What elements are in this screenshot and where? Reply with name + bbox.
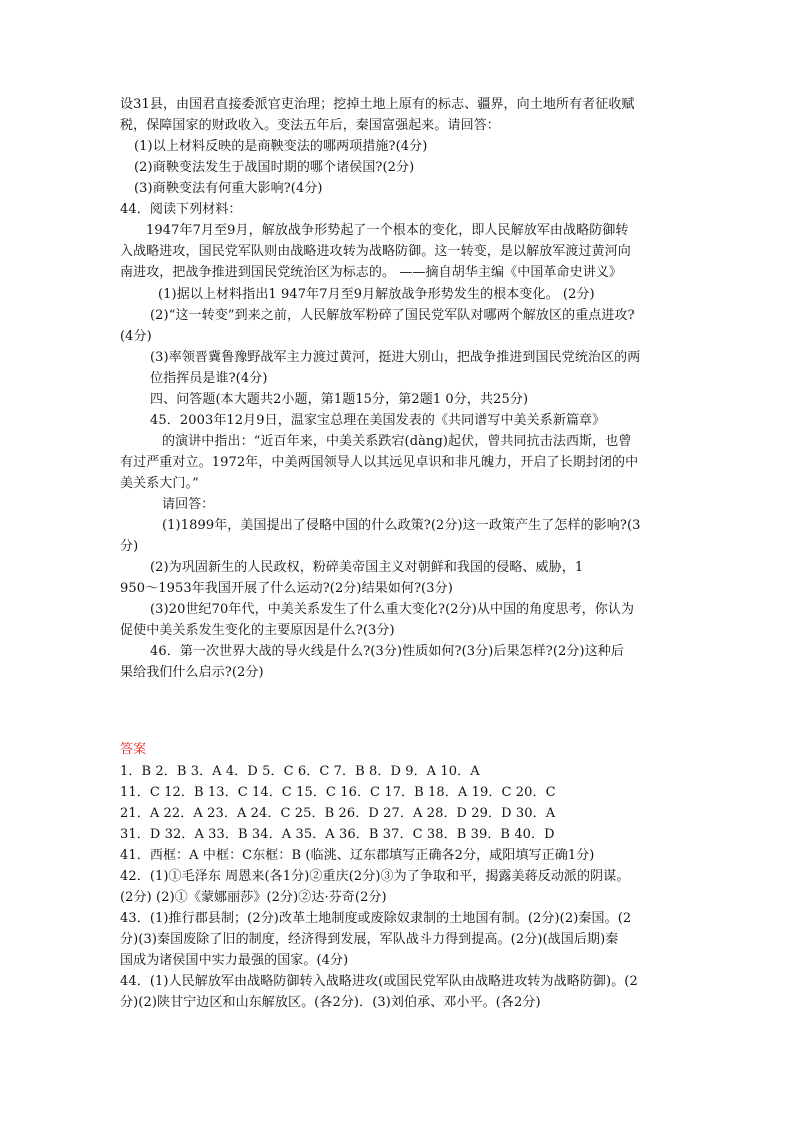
q43-part-2: (2)商鞅变法发生于战国时期的哪个诸侯国?(2分) xyxy=(134,160,415,175)
q43-material-line: 税，保障国家的财政收入。变法五年后，秦国富强起来。请回答： xyxy=(120,118,500,133)
q44-part-3-cont: 位指挥员是谁?(4分) xyxy=(150,371,268,386)
answers-mc-line: 21．A 22．A 23．A 24．C 25．B 26．D 27．A 28．D 29．D 30．A xyxy=(120,806,556,821)
q44-part-2: (2)“这一转变”到来之前，人民解放军粉碎了国民党军队对哪两个解放区的重点进攻? xyxy=(150,308,635,323)
q45-prompt: 请回答： xyxy=(162,497,215,512)
answers-open-line: 42．(1)①毛泽东 周恩来(各1分)②重庆(2分)③为了争取和平，揭露美蒋反动派的阴谋。 xyxy=(120,869,630,884)
answers-open-line: 41．西框：A 中框：C东框：B (临洮、辽东郡填写正确各2分，咸阳填写正确1分) xyxy=(120,848,595,863)
q46-line: 46．第一次世界大战的导火线是什么?(3分)性质如何?(3分)后果怎样?(2分)这种后 xyxy=(150,644,624,659)
answers-mc-line: 31．D 32．A 33．B 34．A 35．A 36．B 37．C 38．B 39．B 40．D xyxy=(120,827,555,842)
q45-part-3-cont: 促使中美关系发生变化的主要原因是什么?(3分) xyxy=(120,623,395,638)
q45-part-1: (1)1899年，美国提出了侵略中国的什么政策?(2分)这一政策产生了怎样的影响?(3 xyxy=(162,518,641,533)
q45-part-2-cont: 950～1953年我国开展了什么运动?(2分)结果如何?(3分) xyxy=(120,581,453,596)
answers-open-line: (2分) (2)①《蒙娜丽莎》(2分)②达·芬奇(2分) xyxy=(120,890,387,905)
answers-open-line: 43．(1)推行郡县制；(2分)改革土地制度或废除奴隶制的土地国有制。(2分)(2)秦国。(2 xyxy=(120,911,632,926)
section-heading: 四、问答题(本大题共2小题，第1题15分，第2题1 0分，共25分) xyxy=(150,392,529,407)
q44-part-2-cont: (4分) xyxy=(120,329,152,344)
answers-open-line: 国成为诸侯国中实力最强的国家。(4分) xyxy=(120,953,349,968)
q43-material-line: 设31县，由国君直接委派官吏治理；挖掉土地上原有的标志、疆界，向土地所有者征收赋 xyxy=(120,97,635,112)
q45-part-3: (3)20世纪70年代，中美关系发生了什么重大变化?(2分)从中国的角度思考，你认为 xyxy=(150,602,635,617)
q45-line: 45．2003年12月9日，温家宝总理在美国发表的《共同谱写中美关系新篇章》 xyxy=(150,413,606,428)
answers-open-line: 分)(3)秦国废除了旧的制度，经济得到发展，军队战斗力得到提高。(2分)(战国后期)秦 xyxy=(120,932,619,947)
answers-mc-line: 1．B 2．B 3．A 4．D 5．C 6．C 7．B 8．D 9．A 10．A xyxy=(120,764,480,779)
q43-part-1: (1)以上材料反映的是商鞅变法的哪两项措施?(4分) xyxy=(134,139,428,154)
q45-part-2: (2)为巩固新生的人民政权，粉碎美帝国主义对朝鲜和我国的侵略、威胁，1 xyxy=(150,560,584,575)
q46-line: 果给我们什么启示?(2分) xyxy=(120,665,264,680)
q45-line: 有过严重对立。1972年，中美两国领导人以其远见卓识和非凡魄力，开启了长期封闭的中 xyxy=(120,455,639,470)
q45-part-1-cont: 分) xyxy=(120,539,139,554)
q44-part-3: (3)率领晋冀鲁豫野战军主力渡过黄河，挺进大别山，把战争推进到国民党统治区的两 xyxy=(150,350,641,365)
q43-part-3: (3)商鞅变法有何重大影响?(4分) xyxy=(134,181,323,196)
q44-material-line: 入战略进攻，国民党军队则由战略进攻转为战略防御。这一转变，是以解放军渡过黄河向 xyxy=(120,244,631,259)
answers-open-line: 44．(1)人民解放军由战略防御转入战略进攻(或国民党军队由战略进攻转为战略防御)。(2 xyxy=(120,974,638,989)
q44-material-line: 南进攻，把战争推进到国民党统治区为标志的。 ——摘自胡华主编《中国革命史讲义》 xyxy=(120,265,623,280)
q44-title: 44．阅读下列材料： xyxy=(120,202,242,217)
q45-line: 的演讲中指出：“近百年来，中美关系跌宕(dàng)起伏，曾共同抗击法西斯，也曾 xyxy=(162,434,632,449)
answers-open-line: 分)(2)陕甘宁边区和山东解放区。(各2分)．(3)刘伯承、邓小平。(各2分) xyxy=(120,995,541,1010)
q44-part-1: (1)据以上材料指出1 947年7月至9月解放战争形势发生的根本变化。 (2分) xyxy=(158,287,595,302)
answers-title: 答案 xyxy=(120,742,147,757)
q45-line: 美关系大门。” xyxy=(120,476,199,491)
q44-material-line: 1947年7月至9月，解放战争形势起了一个根本的变化，即人民解放军由战略防御转 xyxy=(146,223,629,238)
answers-mc-line: 11．C 12．B 13．C 14．C 15．C 16．C 17．B 18．A 19．C 20．C xyxy=(120,785,556,800)
